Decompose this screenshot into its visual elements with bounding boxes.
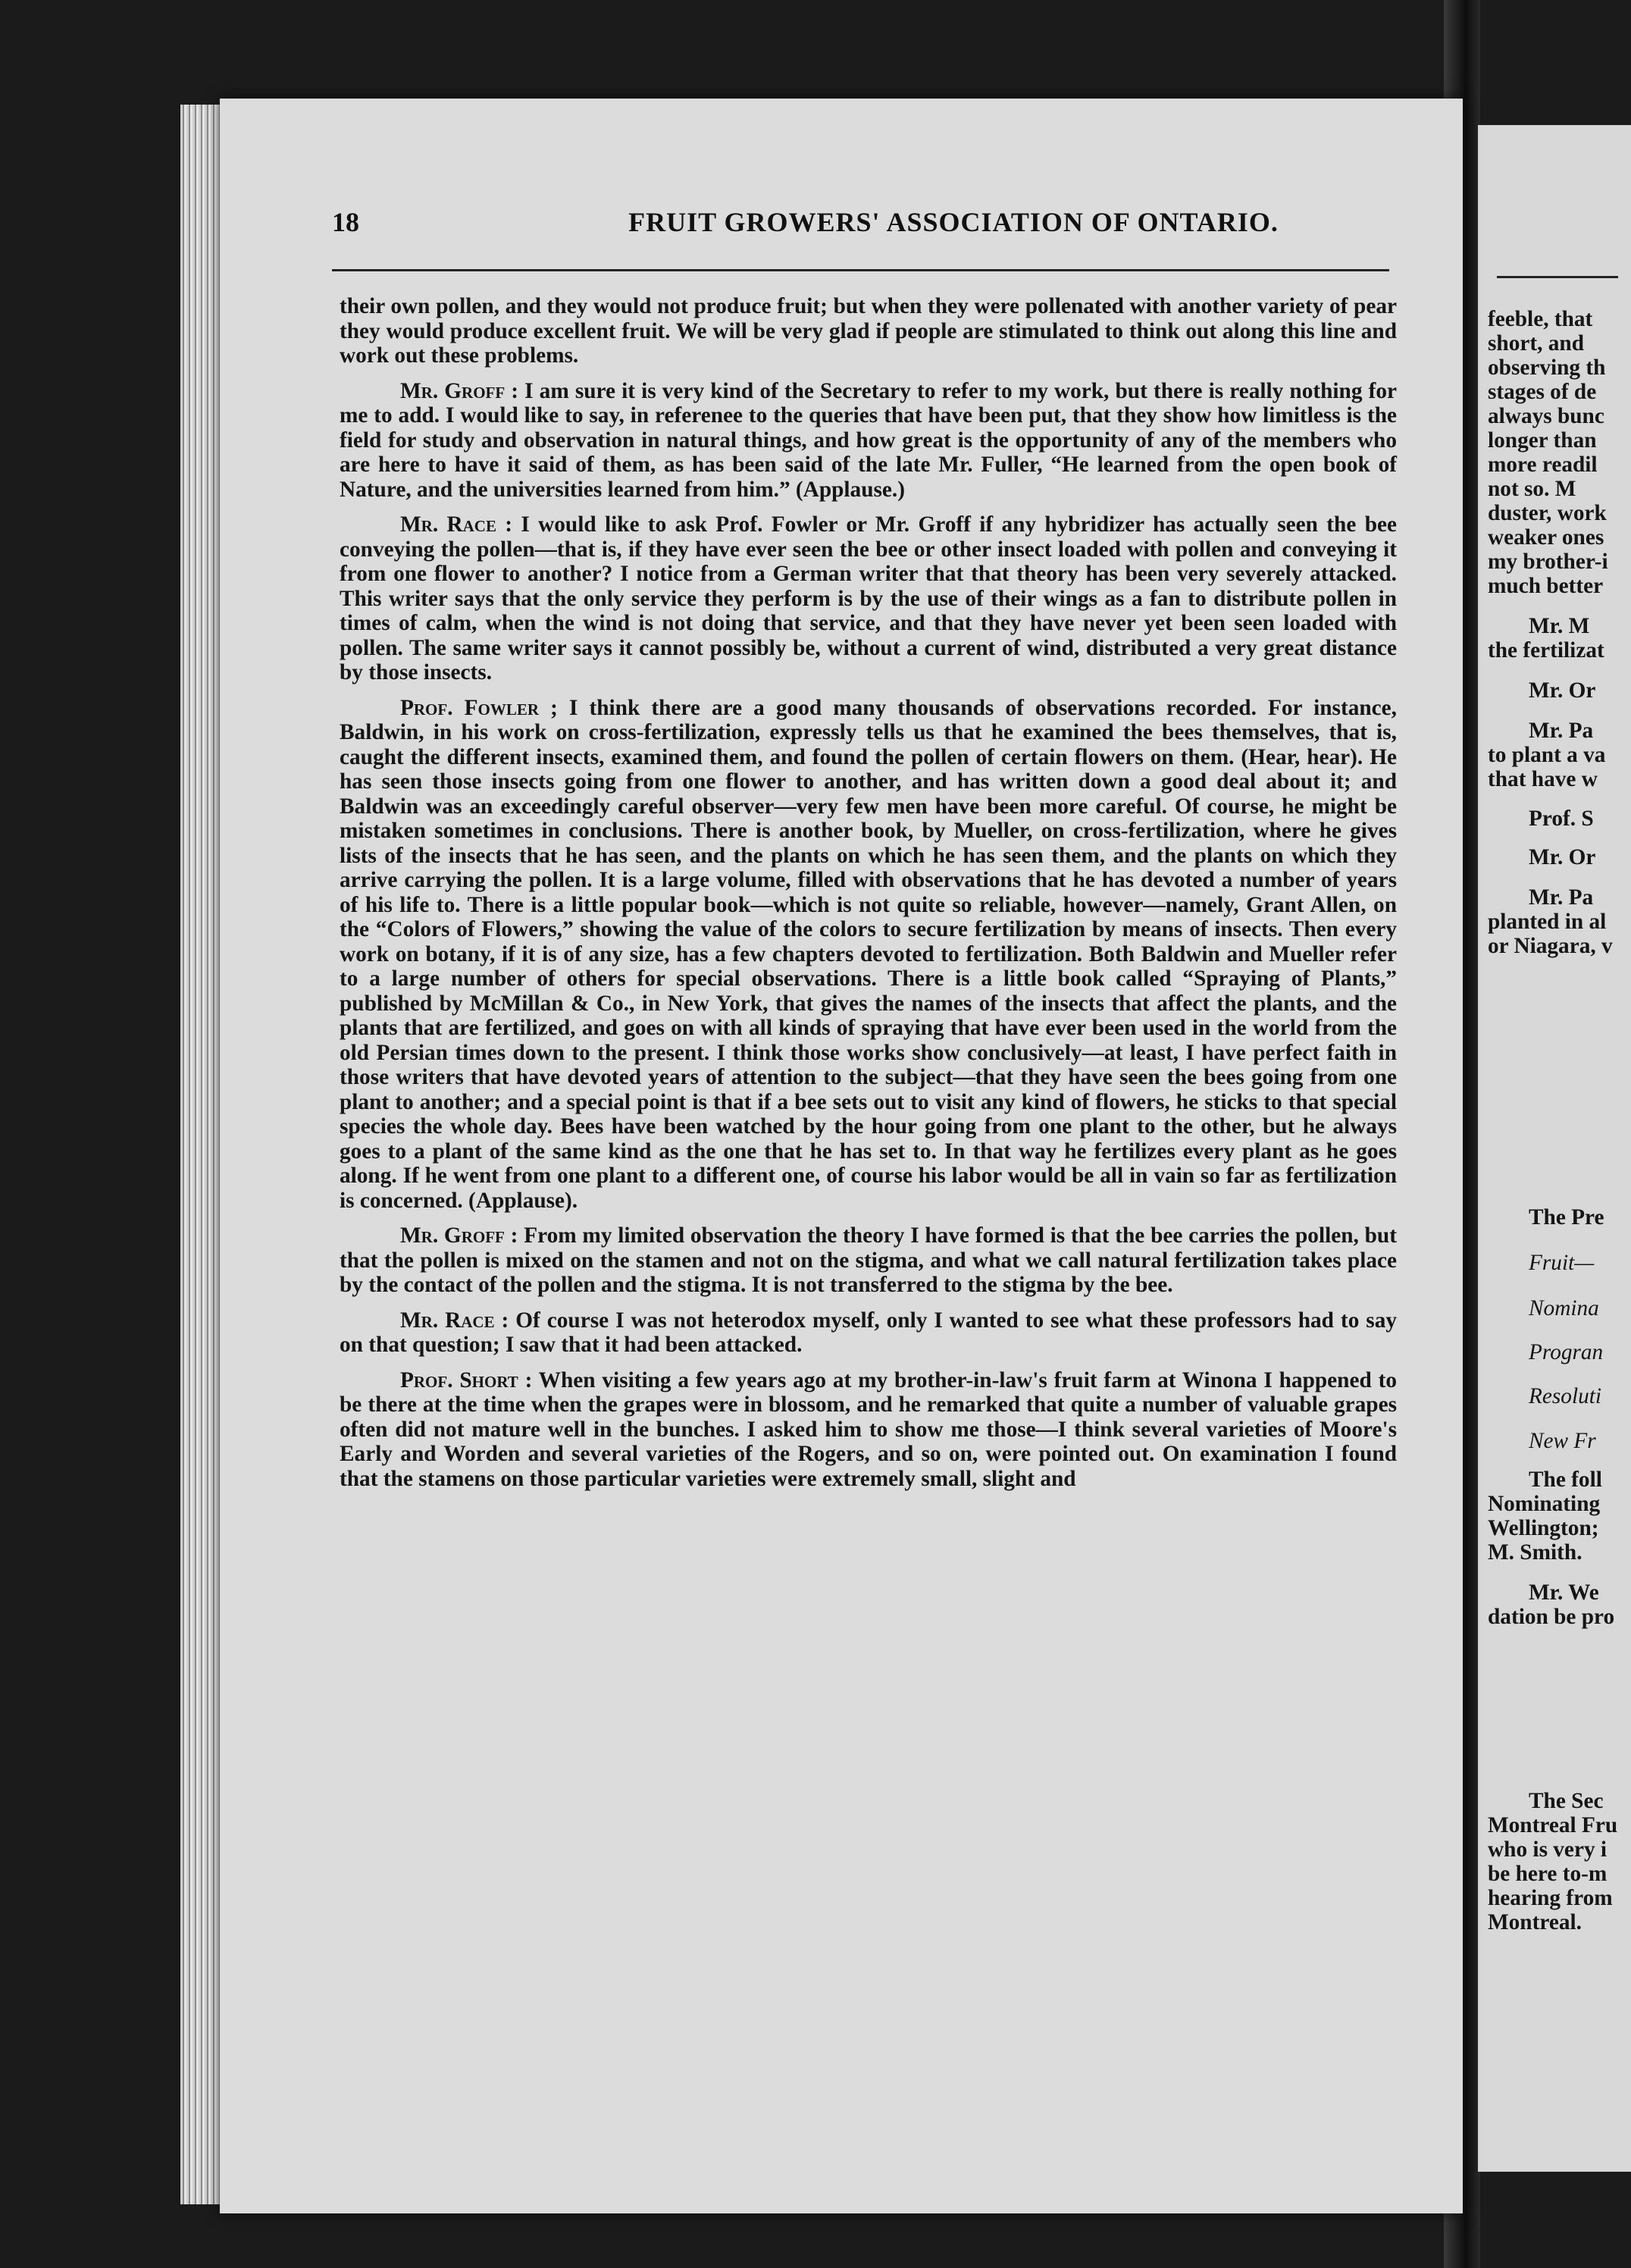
book-page: [220, 99, 1463, 2213]
paragraph-text: I am sure it is very kind of the Secretary to refer to my work, but there is really nothing for me to add. I would like to say, in referenee to the queries that have been put, that they show how limitless is the field for study and observation in natural things, and how great is the opportunity of any of the members who are here to have it said of them, as has been said of the late Mr. Fuller, “He learned from the open book of Nature, and the universities learned from him.” (Applause.): [340, 378, 1397, 502]
speaker-name: Mr. Race :: [400, 1308, 509, 1333]
facing-page-rule: [1497, 276, 1618, 278]
facing-page-line: The Pre: [1529, 1205, 1604, 1230]
facing-page-line: weaker ones: [1488, 525, 1604, 550]
header-rule: [332, 269, 1389, 271]
paragraph-text: I would like to ask Prof. Fowler or Mr. Groff if any hybridizer has actually seen the bee conveying the pollen—that is, if they have ever seen the bee or other insect loaded with pollen and conveying it from one flower to another? I notice from a German writer that that theory has been very severely attacked. This writer says that the only service they perform is by the use of their wings as a fan to distribute pollen in times of calm, when the wind is not doing that service, and that they have never yet been seen loaded with pollen. The same writer says it cannot possibly be, without a current of wind, distributed a very great distance by those insects.: [340, 512, 1397, 684]
book-page-edges: [180, 105, 226, 2204]
facing-page-line: The foll: [1529, 1468, 1602, 1492]
speaker-name: Mr. Race :: [400, 512, 513, 537]
speaker-name: Prof. Short :: [400, 1367, 533, 1392]
paragraph: [340, 512, 1397, 685]
paragraph-text: their own pollen, and they would not produce fruit; but when they were pollenated with another variety of pear they would produce excellent fruit. We will be very glad if people are stimulated to think out along this line and work out these problems.: [340, 294, 1397, 368]
facing-page-line: Mr. We: [1529, 1580, 1599, 1605]
facing-page-line: Mr. M: [1529, 614, 1590, 638]
facing-page-line: planted in al: [1488, 910, 1607, 934]
facing-page-line: Nomina: [1529, 1296, 1599, 1320]
speaker-name: Mr. Groff :: [400, 378, 519, 403]
body-text: [340, 294, 1397, 1502]
paragraph: [340, 1223, 1397, 1298]
facing-page-line: dation be pro: [1488, 1605, 1615, 1629]
facing-page-line: Fruit—: [1529, 1251, 1595, 1275]
facing-page-line: the fertilizat: [1488, 638, 1604, 663]
facing-page-line: The Sec: [1529, 1789, 1604, 1813]
facing-page-line: Montreal Fru: [1488, 1813, 1618, 1837]
facing-page-line: Wellington;: [1488, 1516, 1599, 1540]
page-header: [332, 206, 1438, 252]
facing-page-line: my brother-i: [1488, 550, 1608, 574]
facing-page-line: Nominating: [1488, 1492, 1601, 1516]
paragraph-text: From my limited observation the theory I have formed is that the bee carries the pollen, but that the pollen is mixed on the stamen and not on the stigma, and what we call natural fertilization takes place by the contact of the pollen and the stigma. It is not transferred to the stigma by the bee.: [340, 1223, 1397, 1297]
facing-page-line: not so. M: [1488, 477, 1576, 501]
facing-page-line: stages of de: [1488, 380, 1597, 404]
paragraph: [340, 1368, 1397, 1492]
paragraph: [340, 696, 1397, 1214]
facing-page-line: much better: [1488, 574, 1604, 598]
facing-page-line: that have w: [1488, 767, 1598, 791]
facing-page-line: Progran: [1529, 1340, 1604, 1364]
speaker-name: Prof. Fowler ;: [400, 695, 558, 720]
facing-page-line: always bunc: [1488, 404, 1604, 428]
facing-page-line: feeble, that: [1488, 307, 1593, 331]
facing-page-line: Mr. Pa: [1529, 885, 1594, 910]
facing-page-line: hearing from: [1488, 1886, 1613, 1910]
facing-page-line: be here to-m: [1488, 1862, 1608, 1886]
paragraph-text: I think there are a good many thousands of observations recorded. For instance, Baldwin, in his work on cross-fertilization, expressly tells us that he examined the bees themselves, that is, caught the different insects, examined them, and found the pollen of certain flowers on them. (Hear, hear). He has seen those insects going from one flower to another, and has written down a good deal about it; and Baldwin was an exceedingly careful observer—very few men have been more careful. Of course, he might be mistaken sometimes in conclusions. There is another book, by Mueller, on cross-fertilization, where he gives lists of the insects that he has seen, and the plants on which he has seen them, and the plants on which they arrive carrying the pollen. It is a large volume, filled with observations that he has devoted a number of years of his life to. There is a little popular book—which is not quite so reliable, however—namely, Grant Allen, on the “Colors of Flowers,” showing the value of the colors to secure fertilization by means of insects. Then every work on botany, if it is of any size, has a few chapters devoted to fertilization. Both Baldwin and Mueller refer to a large number of others for special observations. There is a little book called “Spraying of Plants,” published by McMillan & Co., in New York, that gives the names of the insects that affect the plants, and the plants that are fertilized, and goes on with all kinds of spraying that have ever been used in the world from the old Persian times down to the present. I think those works show conclusively—at least, I have perfect faith in those writers that have devoted years of attention to the subject—that they have seen the bees going from one plant to another; and a special point is that if a bee sets out to visit any kind of flowers, he sticks to that special species the whole day. Bees have been watched by the hour going from one plant to the other, but he always goes to a plant of the same kind as the one that he has set to. In that way he fertilizes every plant as he goes along. If he went from one plant to a different one, of course his labor would be all in vain so far as fertilization is concerned. (Applause).: [340, 695, 1397, 1213]
speaker-name: Mr. Groff :: [400, 1223, 518, 1248]
facing-page-text: [1482, 0, 1631, 2268]
paragraph: [340, 1308, 1397, 1358]
paragraph: [340, 379, 1397, 503]
facing-page-line: more readil: [1488, 453, 1598, 477]
facing-page-line: Montreal.: [1488, 1910, 1582, 1934]
facing-page-line: Mr. Or: [1529, 678, 1596, 703]
paragraph-text: Of course I was not heterodox myself, only I wanted to see what these professors had to say on that question; I saw that it had been attacked.: [340, 1308, 1397, 1357]
facing-page-line: observing th: [1488, 356, 1606, 380]
facing-page-line: who is very i: [1488, 1837, 1608, 1862]
facing-page-line: short, and: [1488, 331, 1584, 356]
facing-page-line: longer than: [1488, 428, 1597, 453]
paragraph-text: When visiting a few years ago at my brother-in-law's fruit farm at Winona I happened to be there at the time when the grapes were in blossom, and he remarked that quite a number of valuable grapes often did not mature well in the bunches. I asked him to show me those—I think several varieties of Moore's Early and Worden and several varieties of the Rogers, and so on, were pointed out. On examination I found that the stamens on those particular varieties were extremely small, slight and: [340, 1367, 1397, 1491]
facing-page-line: Resoluti: [1529, 1384, 1602, 1408]
facing-page-line: M. Smith.: [1488, 1540, 1582, 1565]
page-number: 18: [332, 207, 359, 237]
paragraph: [340, 294, 1397, 368]
facing-page-line: Mr. Or: [1529, 845, 1596, 869]
facing-page-line: Mr. Pa: [1529, 719, 1594, 743]
facing-page-line: New Fr: [1529, 1429, 1596, 1453]
facing-page-line: duster, work: [1488, 501, 1607, 525]
facing-page-line: Prof. S: [1529, 807, 1594, 831]
running-head: FRUIT GROWERS' ASSOCIATION OF ONTARIO.: [628, 207, 1279, 237]
facing-page-line: to plant a va: [1488, 743, 1606, 767]
facing-page-line: or Niagara, v: [1488, 934, 1613, 958]
